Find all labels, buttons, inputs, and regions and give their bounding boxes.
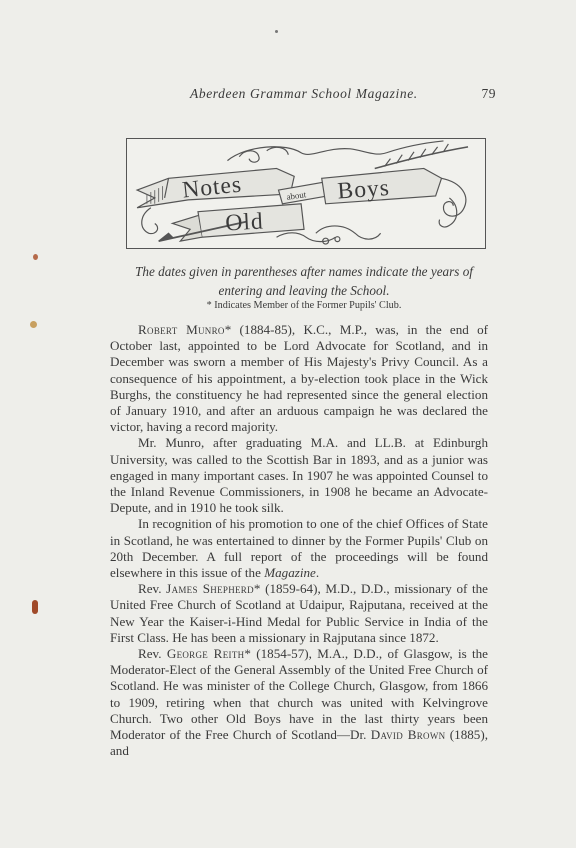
paragraph-munro-career: Mr. Munro, after graduating M.A. and LL.B. at Edinburgh University, was called to the Scottish Bar in 1893, and as a junior was engaged in many important cases. In 1907 he was appointed Counsel to the Inland Revenue Commissioners, in 1908 he became an Advocate-Depute, and in 1910 he took silk. [110, 435, 488, 516]
paper-speck [32, 600, 38, 614]
banner-ornament-illustration [127, 139, 485, 248]
article-body [110, 322, 488, 759]
paragraph-munro-dinner: In recognition of his promotion to one of the chief Offices of State in Scotland, he was entertained to dinner by the Former Pupils' Club on 20th December. A full report of the proceedings will be found elsewhere in this issue of the Magazine. [110, 516, 488, 581]
person-name: David Brown [370, 727, 446, 743]
paper-speck [275, 30, 278, 33]
dates-explanation [110, 262, 498, 300]
person-name: James Shepherd [166, 581, 254, 597]
paper-speck [33, 254, 38, 260]
banner-old-text: Old [224, 208, 265, 237]
member-footnote: * Indicates Member of the Former Pupils' Club. [206, 300, 402, 311]
person-name: George Reith [166, 646, 245, 662]
dates-explanation-line1: The dates given in parentheses after names indicate the years of [135, 264, 473, 279]
person-name: Robert Munro [138, 322, 225, 337]
dates-explanation-line2: entering and leaving the School. [218, 283, 390, 298]
banner-notes-text: Notes [180, 171, 244, 204]
paragraph-robert-munro: Robert Munro* (1884-85), K.C., M.P., was, in the end of October last, appointed to be Lord Advocate for Scotland, and in December was sworn a member of His Majesty's Privy Council. As a consequence of his appointment, a by-election took place in the Wick Burghs, the constituency he had represented since the general election of January 1910, and after an arduous campaign he was declared the victor, having a record majority. [110, 322, 488, 435]
banner-boys-text: Boys [336, 174, 391, 205]
paragraph-george-reith: Rev. George Reith* (1854-57), M.A., D.D., of Glasgow, is the Moderator-Elect of the General Assembly of the United Free Church of Scotland. He was minister of the College Church, Glasgow, from 1866 to 1909, retiring when that church was united with Kelvingrove Church. Two other Old Boys have in the last thirty years been Moderator of the Free Church of Scotland—Dr. David Brown (1885), and [110, 646, 488, 759]
magazine-title: Aberdeen Grammar School Magazine. [190, 86, 418, 101]
banner-about-text: about [285, 189, 307, 202]
paper-speck [30, 321, 37, 328]
paragraph-james-shepherd: Rev. James Shepherd* (1859-64), M.D., D.D., missionary of the United Free Church of Scotland at Udaipur, Rajputana, received at the New Year the Kaiser-i-Hind Medal for Public Service in India of the First Class. He has been a missionary in Rajputana since 1872. [110, 581, 488, 645]
notes-about-old-boys-banner [126, 138, 486, 249]
page-number: 79 [481, 86, 496, 101]
